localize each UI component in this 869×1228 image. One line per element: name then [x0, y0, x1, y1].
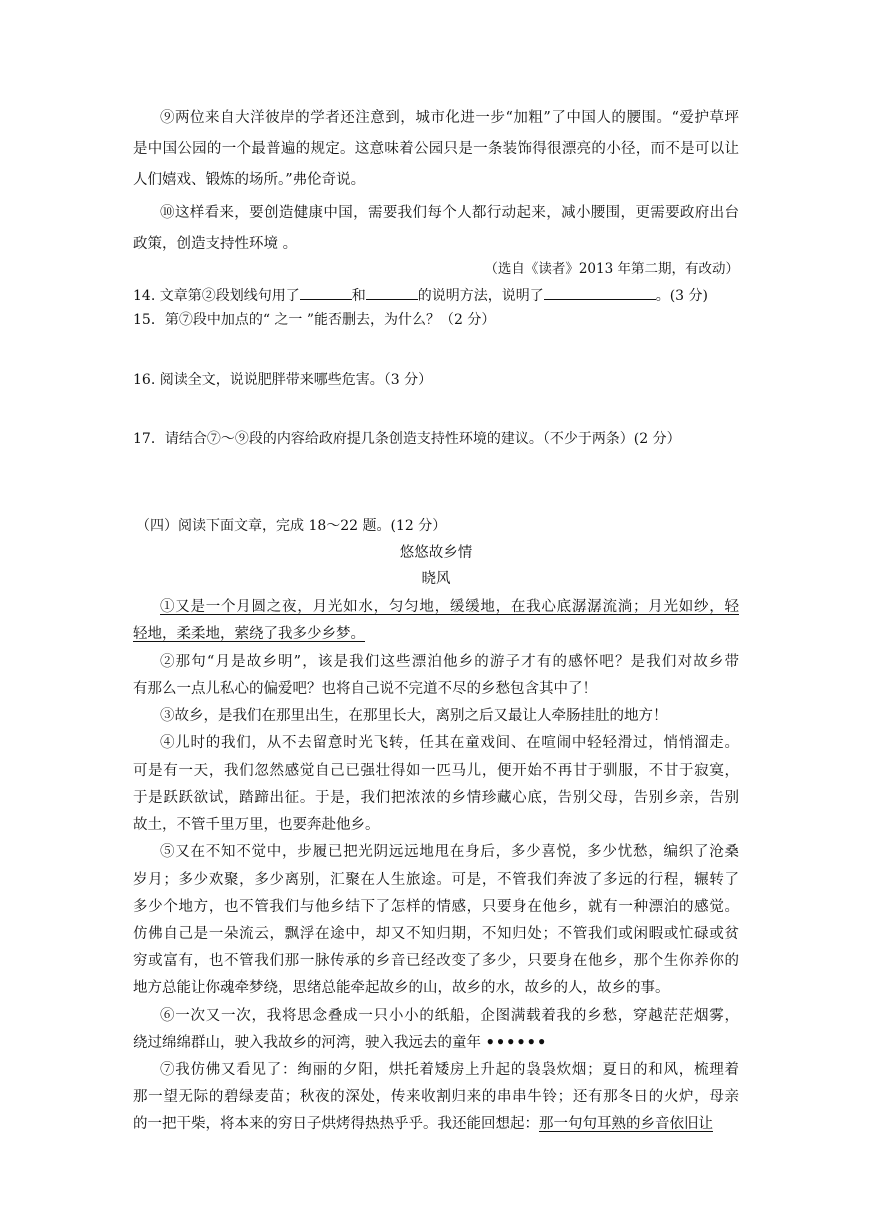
- paragraph-7-line-2: 那一望无际的碧绿麦苗；秋夜的深处，传来收割归来的串串牛铃；还有那冬日的火炉，母亲: [133, 1089, 739, 1105]
- article-author: 晓风: [421, 571, 451, 587]
- section-4-heading: （四）阅读下面文章，完成 18～22 题。(12 分）: [136, 518, 447, 534]
- question-16: 16. 阅读全文，说说肥胖带来哪些危害。（3 分）: [133, 372, 433, 388]
- question-14-text-b: 和: [351, 288, 366, 304]
- paragraph-9-line-1: ⑨两位来自大洋彼岸的学者还注意到，城市化进一步“加粗”了中国人的腰围。“爱护草坪: [160, 110, 739, 126]
- paragraph-7-line-1: ⑦我仿佛又看见了：绚丽的夕阳，烘托着矮房上升起的袅袅炊烟；夏日的和风，梳理着: [160, 1062, 739, 1078]
- source-citation: （选自《读者》2013 年第二期，有改动）: [484, 261, 739, 277]
- paragraph-5-line-4: 仿佛自己是一朵流云，飘浮在途中，却又不知归期，不知归处；不管我们或闲暇或忙碌或贫: [133, 926, 739, 942]
- question-14-text-d: 。(3 分): [655, 288, 708, 304]
- paragraph-6-line-1: ⑥一次又一次，我将思念叠成一只小小的纸船，企图满载着我的乡愁，穿越茫茫烟雾，: [160, 1008, 739, 1024]
- answer-blank-3[interactable]: [544, 285, 656, 300]
- question-17: 17．请结合⑦～⑨段的内容给政府提几条创造支持性环境的建议。（不少于两条）(2 分）: [133, 431, 681, 447]
- question-15: 15．第⑦段中加点的“ 之一 ”能否删去，为什么？（2 分）: [133, 312, 496, 328]
- paragraph-6-line-2: [133, 1033, 739, 1053]
- paragraph-7-underlined-sentence: 那一句句耳熟的乡音依旧让: [539, 1116, 713, 1132]
- answer-blank-2[interactable]: [366, 285, 418, 300]
- paragraph-10-line-2: 政策，创造支持性环境 。: [133, 236, 298, 252]
- paragraph-5-line-6: 地方总能让你魂牵梦绕，思绪总能牵起故乡的山，故乡的水，故乡的人，故乡的事。: [133, 980, 670, 996]
- paragraph-1-line-1: ①又是一个月圆之夜，月光如水，匀匀地，缓缓地，在我心底潺潺流淌；月光如纱，轻: [160, 599, 739, 615]
- paragraph-6-line-2-text: 绕过绵绵群山，驶入我故乡的河湾，驶入我远去的童年: [133, 1035, 486, 1051]
- paragraph-5-line-2: 岁月；多少欢聚，多少离别，汇聚在人生旅途。可是，不管我们奔波了多远的行程，辗转了: [133, 872, 739, 888]
- paragraph-4-line-2: 可是有一天，我们忽然感觉自己已强壮得如一匹马儿，便开始不再甘于驯服，不甘于寂寞，: [133, 763, 739, 779]
- paragraph-10-line-1: ⑩这样看来，要创造健康中国，需要我们每个人都行动起来，减小腰围，更需要政府出台: [160, 205, 739, 221]
- article-title: 悠悠故乡情: [399, 545, 473, 561]
- paragraph-1-line-2: [133, 624, 739, 644]
- paragraph-4-line-1: ④儿时的我们，从不去留意时光飞转，任其在童戏间、在喧闹中轻轻滑过，悄悄溜走。: [160, 735, 739, 751]
- paragraph-4-line-4: 故土，不管千里万里，也要奔赴他乡。: [133, 817, 380, 833]
- paragraph-7-line-3: [133, 1114, 739, 1134]
- answer-blank-1[interactable]: [300, 285, 352, 300]
- paragraph-9-line-3: 人们嬉戏、锻炼的场所。”弗伦奇说。: [133, 172, 366, 188]
- paragraph-2-line-2: 有那么一点儿私心的偏爱吧？也将自己说不完道不尽的乡愁包含其中了！: [133, 681, 597, 697]
- paragraph-5-line-3: 多少个地方，也不管我们与他乡结下了怎样的情感，只要身在他乡，就有一种漂泊的感觉。: [133, 899, 739, 915]
- question-14-text-c: 的说明方法，说明了: [417, 288, 544, 304]
- question-14: [133, 285, 739, 306]
- paragraph-7-line-3-text: 的一把干柴，将本来的穷日子烘烤得热热乎乎。我还能回想起：: [133, 1116, 539, 1132]
- paragraph-5-line-5: 穷或富有，也不管我们那一脉传承的乡音已经改变了多少，只要身在他乡，那个生你养你的: [133, 953, 739, 969]
- paragraph-2-line-1: ②那句“月是故乡明”，该是我们这些漂泊他乡的游子才有的感怀吧？是我们对故乡带: [160, 654, 739, 670]
- paragraph-5-line-1: ⑤又在不知不觉中，步履已把光阴远远地甩在身后，多少喜悦，多少忧愁，编织了沧桑: [160, 844, 739, 860]
- paragraph-1-line-2-text: 轻地，柔柔地，萦绕了我多少乡梦。: [133, 626, 365, 642]
- paragraph-3-line-1: ③故乡，是我们在那里出生，在那里长大，离别之后又最让人牵肠挂肚的地方！: [160, 708, 668, 724]
- paragraph-9-line-2: 是中国公园的一个最普遍的规定。这意味着公园只是一条装饰得很漂亮的小径，而不是可以让: [133, 141, 739, 157]
- paragraph-4-line-3: 于是跃跃欲试，踏蹄出征。于是，我们把浓浓的乡情珍藏心底，告别父母，告别乡亲，告别: [133, 790, 739, 806]
- question-14-text-a: 14. 文章第②段划线句用了: [133, 288, 300, 304]
- ellipsis: ••••••: [485, 1034, 548, 1051]
